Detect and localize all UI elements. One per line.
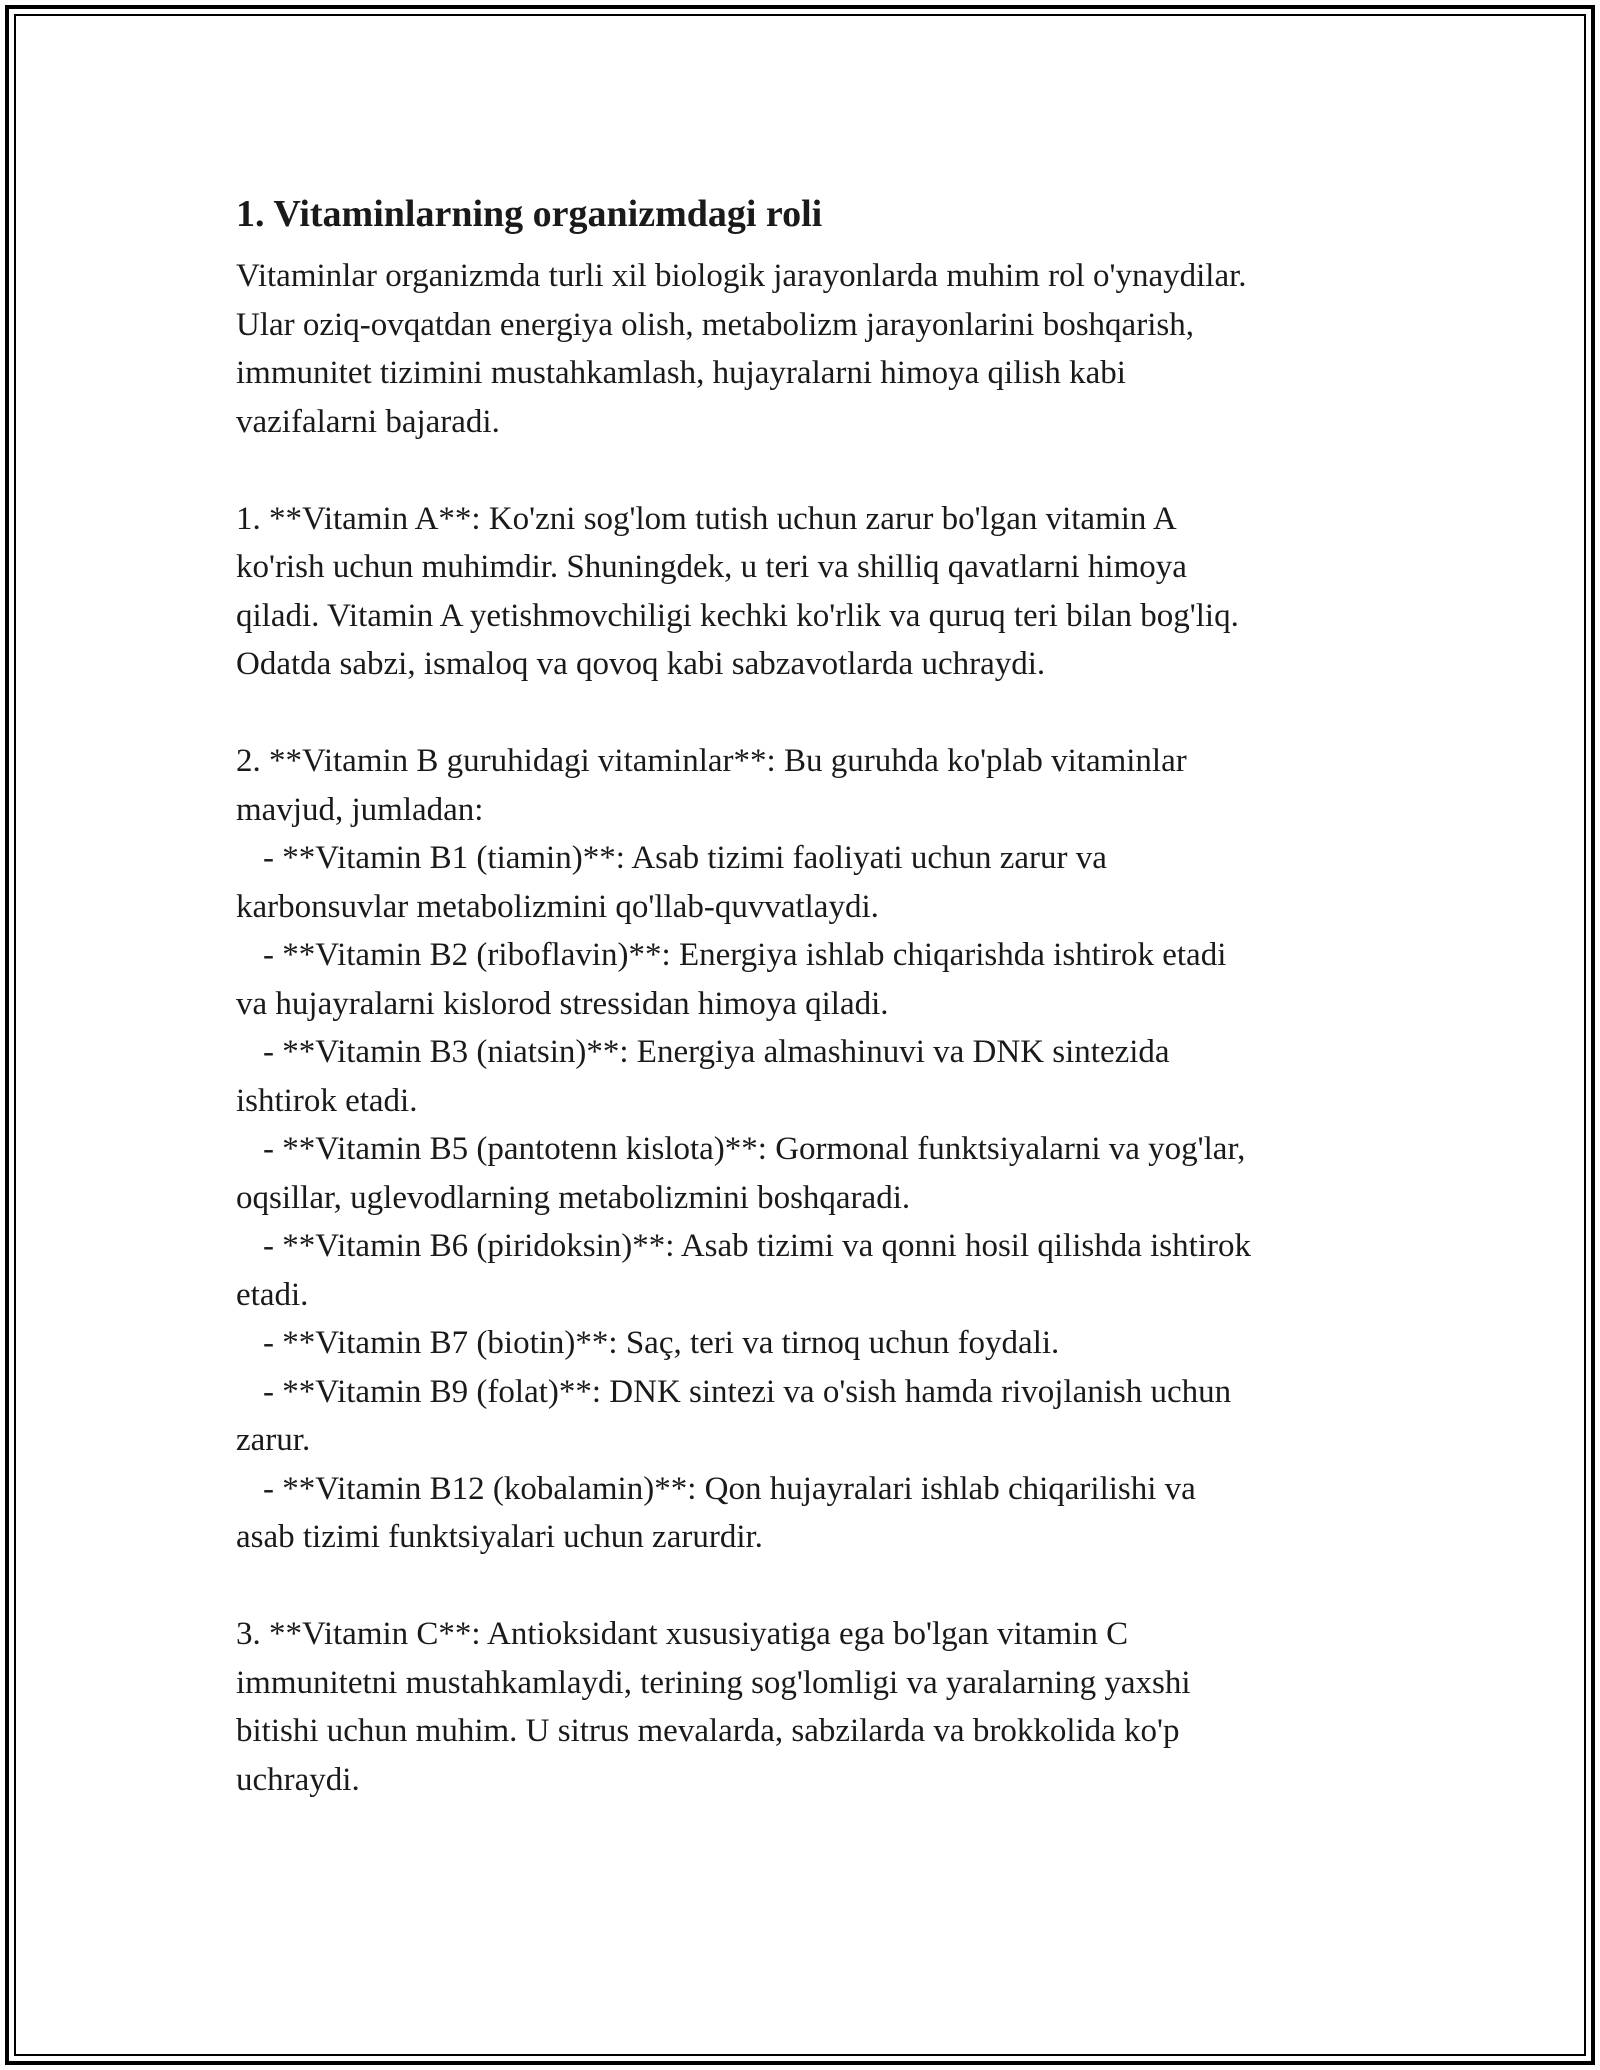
document-body bbox=[236, 186, 1376, 1804]
list-item-b2: - **Vitamin B2 (riboflavin)**: Energiya ishlab chiqarishda ishtirok etadi bbox=[263, 937, 1227, 973]
text-line: Odatda sabzi, ismaloq va qovoq kabi sabzavotlarda uchraydi. bbox=[236, 646, 1046, 682]
list-item-b3: - **Vitamin B3 (niatsin)**: Energiya almashinuvi va DNK sintezida bbox=[263, 1034, 1170, 1070]
text-line: asab tizimi funktsiyalari uchun zarurdir. bbox=[236, 1519, 763, 1555]
list-item-b6: - **Vitamin B6 (piridoksin)**: Asab tizimi va qonni hosil qilishda ishtirok bbox=[263, 1228, 1251, 1264]
list-item-b1: - **Vitamin B1 (tiamin)**: Asab tizimi faoliyati uchun zarur va bbox=[263, 840, 1107, 876]
list-item-b7: - **Vitamin B7 (biotin)**: Saç, teri va tirnoq uchun foydali. bbox=[263, 1325, 1060, 1361]
text-line: bitishi uchun muhim. U sitrus mevalarda, sabzilarda va brokkolida ko'p bbox=[236, 1713, 1180, 1749]
text-line: etadi. bbox=[236, 1276, 309, 1313]
text-line: qiladi. Vitamin A yetishmovchiligi kechki ko'rlik va quruq teri bilan bog'liq. bbox=[236, 597, 1239, 634]
text-line: zarur. bbox=[236, 1422, 311, 1458]
text-line: va hujayralarni kislorod stressidan himoya qiladi. bbox=[236, 985, 889, 1022]
text-line: ishtirok etadi. bbox=[236, 1082, 418, 1119]
list-item-b5: - **Vitamin B5 (pantotenn kislota)**: Gormonal funktsiyalarni va yog'lar, bbox=[263, 1131, 1246, 1167]
vitamin-a-paragraph bbox=[236, 495, 1376, 689]
text-line: immunitet tizimini mustahkamlash, hujayralarni himoya qilish kabi bbox=[236, 355, 1126, 391]
text-line: 1. **Vitamin A**: Ko'zni sog'lom tutish uchun zarur bo'lgan vitamin A bbox=[236, 500, 1177, 537]
text-line: Ular oziq-ovqatdan energiya olish, metabolizm jarayonlarini boshqarish, bbox=[236, 306, 1194, 343]
text-line: karbonsuvlar metabolizmini qo'llab-quvvatlaydi. bbox=[236, 888, 879, 925]
text-line: Vitaminlar organizmda turli xil biologik jarayonlarda muhim rol o'ynaydilar. bbox=[236, 258, 1247, 294]
intro-paragraph bbox=[236, 252, 1376, 446]
text-line: mavjud, jumladan: bbox=[236, 791, 484, 828]
text-line: vazifalarni bajaradi. bbox=[236, 403, 500, 440]
list-item-b9: - **Vitamin B9 (folat)**: DNK sintezi va o'sish hamda rivojlanish uchun bbox=[263, 1373, 1232, 1410]
text-line: 2. **Vitamin B guruhidagi vitaminlar**: Bu guruhda ko'plab vitaminlar bbox=[236, 743, 1187, 779]
text-line: uchraydi. bbox=[236, 1761, 360, 1798]
vitamin-c-paragraph bbox=[236, 1610, 1376, 1804]
text-line: oqsillar, uglevodlarning metabolizmini boshqaradi. bbox=[236, 1179, 911, 1216]
section-heading: 1. Vitaminlarning organizmdagi roli bbox=[236, 193, 823, 235]
text-line: ko'rish uchun muhimdir. Shuningdek, u teri va shilliq qavatlarni himoya bbox=[236, 549, 1187, 585]
text-line: immunitetni mustahkamlaydi, terining sog'lomligi va yaralarning yaxshi bbox=[236, 1664, 1191, 1701]
text-line: 3. **Vitamin C**: Antioksidant xususiyatiga ega bo'lgan vitamin C bbox=[236, 1616, 1129, 1652]
vitamin-b-paragraph bbox=[236, 737, 1376, 1562]
list-item-b12: - **Vitamin B12 (kobalamin)**: Qon hujayralari ishlab chiqarilishi va bbox=[263, 1470, 1196, 1507]
